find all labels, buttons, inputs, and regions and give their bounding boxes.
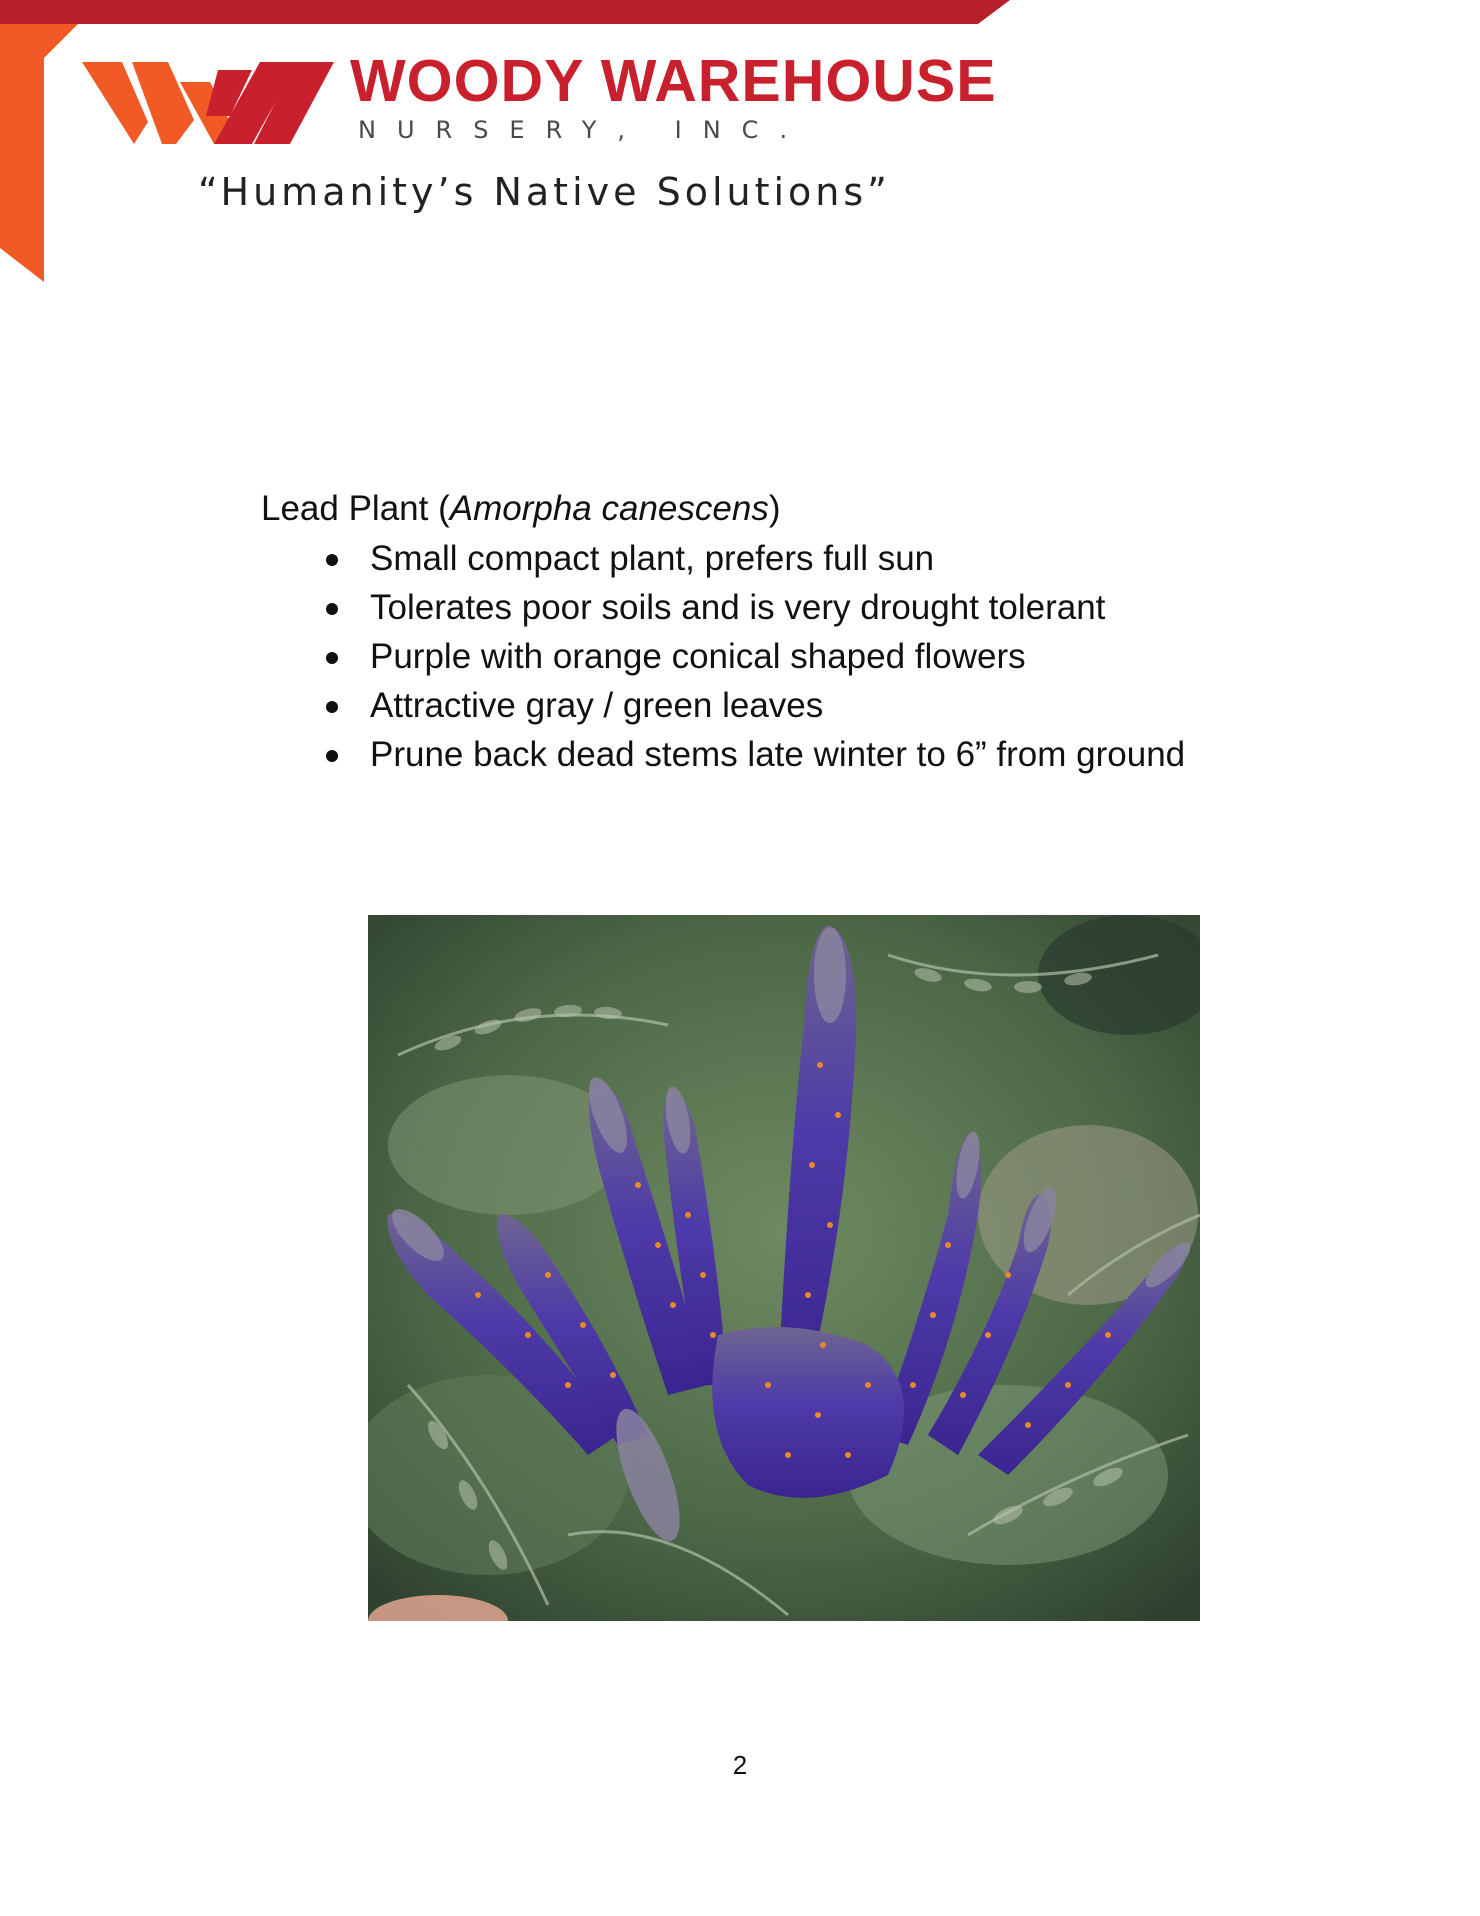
feature-item: Tolerates poor soils and is very drought tolerant <box>326 583 1185 632</box>
brand-name: WOODY WAREHOUSE <box>350 48 997 114</box>
header-red-bar <box>0 0 1010 24</box>
feature-item: Prune back dead stems late winter to 6” from ground <box>326 730 1185 779</box>
tagline: “Humanity’s Native Solutions” <box>198 170 891 214</box>
plant-common-name: Lead Plant ( <box>261 489 450 528</box>
feature-item: Attractive gray / green leaves <box>326 681 1185 730</box>
lead-plant-flowers-photo <box>368 915 1200 1621</box>
page-number: 2 <box>732 1750 748 1780</box>
feature-item: Small compact plant, prefers full sun <box>326 534 1185 583</box>
feature-list <box>326 534 1185 779</box>
feature-item: Purple with orange conical shaped flowers <box>326 632 1185 681</box>
header-orange-corner <box>0 24 78 282</box>
plant-heading <box>261 488 780 530</box>
plant-latin-name: Amorpha canescens <box>449 489 769 528</box>
brand-subtitle: NURSERY, INC. <box>358 116 809 144</box>
wwn-logo-icon <box>82 60 334 146</box>
plant-heading-close: ) <box>768 489 781 528</box>
